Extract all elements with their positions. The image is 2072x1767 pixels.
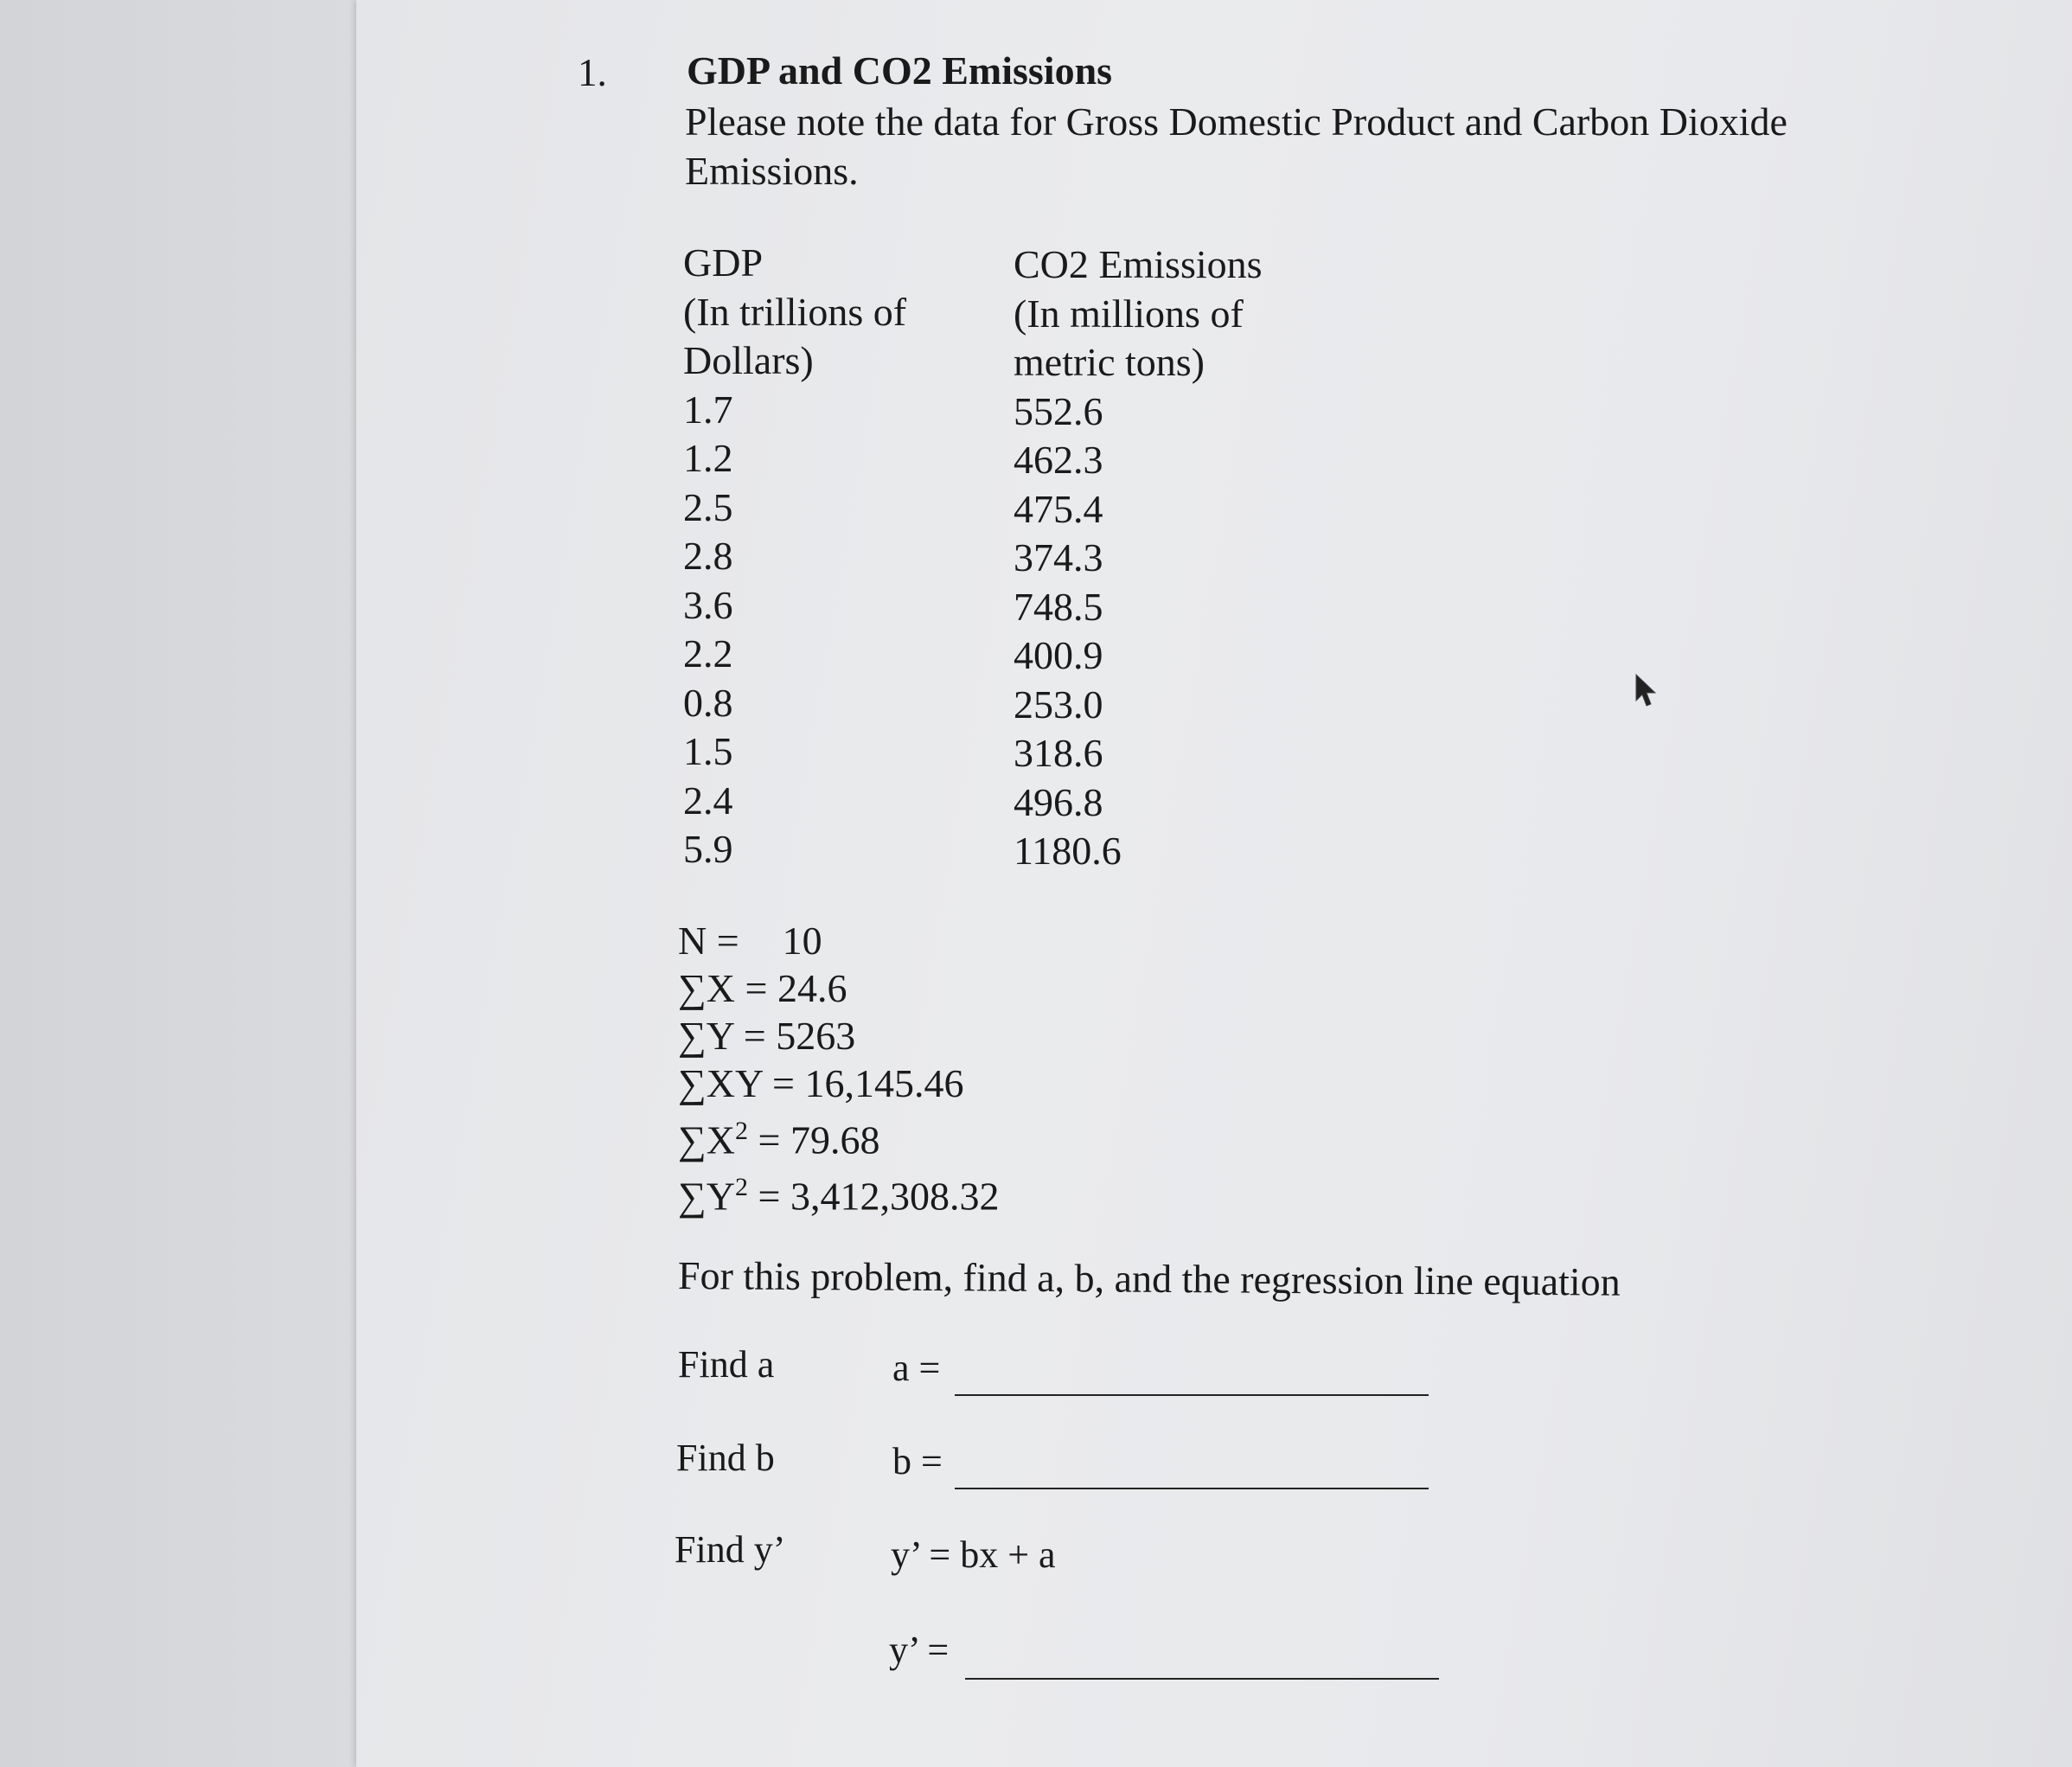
gdp-header-line: (In trillions of [683, 289, 907, 334]
co2-value: 1180.6 [1014, 829, 1122, 873]
co2-value: 475.4 [1014, 486, 1103, 531]
sum-y: ∑Y = 5263 [678, 1014, 856, 1058]
co2-value: 374.3 [1014, 535, 1103, 579]
n-row [678, 917, 999, 964]
sum-x2-symbol: ∑X [678, 1117, 736, 1162]
find-a-label: Find a [678, 1343, 775, 1386]
y-answer-blank[interactable] [965, 1678, 1439, 1680]
find-b-label: Find b [676, 1437, 775, 1479]
gdp-header-line: Dollars) [683, 338, 814, 382]
question-number: 1. [578, 51, 607, 94]
gdp-value: 2.2 [683, 631, 733, 675]
b-equals: b = [892, 1440, 943, 1482]
co2-value: 400.9 [1014, 633, 1103, 677]
a-answer-blank[interactable] [955, 1394, 1429, 1396]
gdp-value: 2.8 [683, 534, 733, 578]
b-answer-blank[interactable] [955, 1488, 1429, 1489]
co2-value: 496.8 [1014, 779, 1103, 824]
gdp-value: 2.5 [683, 484, 733, 529]
gdp-value: 1.2 [683, 436, 733, 480]
gdp-value: 5.9 [683, 827, 733, 871]
co2-header-line: metric tons) [1014, 340, 1205, 384]
intro-line: Please note the data for Gross Domestic Product and Carbon Dioxide [685, 99, 1787, 144]
n-value: 10 [782, 919, 822, 963]
gdp-value: 1.7 [683, 387, 733, 432]
co2-value: 253.0 [1014, 682, 1103, 727]
desk-surface [0, 0, 356, 1767]
sum-y2-exponent: 2 [735, 1173, 749, 1202]
gdp-value: 1.5 [683, 729, 733, 773]
sum-y2-value: = 3,412,308.32 [748, 1174, 1000, 1219]
find-y-label: Find y’ [675, 1528, 786, 1571]
intro-line: Emissions. [685, 149, 859, 193]
summary-statistics [678, 917, 999, 1220]
co2-value: 318.6 [1014, 731, 1103, 775]
problem-statement: For this problem, find a, b, and the regression line equation [677, 1253, 1621, 1304]
co2-value: 462.3 [1014, 438, 1103, 482]
a-equals: a = [892, 1347, 941, 1389]
regression-formula: y’ = bx + a [891, 1533, 1056, 1576]
co2-header-line: (In millions of [1014, 291, 1244, 336]
co2-value: 552.6 [1014, 388, 1103, 433]
co2-header-line: CO2 Emissions [1014, 242, 1263, 286]
gdp-value: 3.6 [683, 582, 733, 627]
n-label: N = [678, 919, 739, 963]
gdp-column [683, 239, 906, 874]
sum-y-squared [678, 1163, 999, 1220]
sum-xy: ∑XY = 16,145.46 [678, 1061, 964, 1105]
co2-column [1014, 240, 1263, 876]
sum-x2-exponent: 2 [735, 1117, 749, 1145]
gdp-header-line: GDP [683, 240, 764, 285]
sum-x2-value: = 79.68 [748, 1117, 880, 1162]
question-intro [685, 97, 1787, 195]
question-title: GDP and CO2 Emissions [687, 48, 1113, 93]
sum-x-squared [678, 1107, 999, 1163]
gdp-value: 2.4 [683, 778, 733, 823]
co2-value: 748.5 [1014, 584, 1103, 629]
sum-y2-symbol: ∑Y [678, 1174, 736, 1219]
y-equals: y’ = [889, 1629, 950, 1671]
mouse-pointer-icon [1634, 673, 1657, 707]
gdp-value: 0.8 [683, 680, 733, 725]
sum-x: ∑X = 24.6 [678, 966, 847, 1010]
